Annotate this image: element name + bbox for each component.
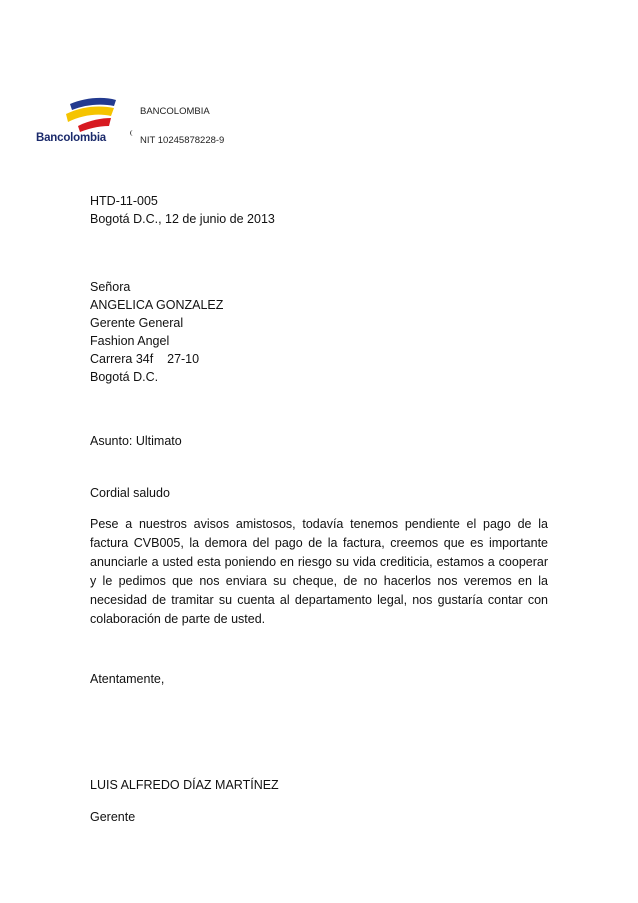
company-name: BANCOLOMBIA (140, 106, 210, 117)
reference-code: HTD-11-005 (90, 194, 158, 208)
closing: Atentamente, (90, 672, 165, 686)
letter-body: Pese a nuestros avisos amistosos, todavía tenemos pendiente el pago de la factura CVB005, la demora del pago de la factura, creemos que es importante anunciarle a usted esta poniendo en riesgo su vida crediticia, estamos a cooperar y le pedimos que nos enviara su cheque, de no hacerlos nos veremos en la necesidad de tramitar su cuenta al departamento legal, nos gustaría contar con colaboración de parte de usted. (90, 517, 548, 626)
signer-name: LUIS ALFREDO DÍAZ MARTÍNEZ (90, 778, 279, 792)
signer-title: Gerente (90, 810, 136, 824)
company-nit: NIT 10245878228-9 (140, 135, 225, 146)
greeting: Cordial saludo (90, 486, 170, 500)
header-bracket-mark (130, 130, 135, 136)
logo-wordmark: Bancolombia (36, 132, 107, 144)
recipient-address: Carrera 34f 27-10 (90, 352, 200, 366)
recipient-company: Fashion Angel (90, 334, 170, 348)
recipient-city: Bogotá D.C. (90, 370, 159, 384)
date-line: Bogotá D.C., 12 de junio de 2013 (90, 212, 275, 226)
recipient-name: ANGELICA GONZALEZ (90, 298, 224, 312)
subject-line: Asunto: Ultimato (90, 434, 182, 448)
bancolombia-logo-icon (64, 96, 124, 132)
bancolombia-logo (36, 96, 132, 158)
recipient-position: Gerente General (90, 316, 184, 330)
recipient-salutation: Señora (90, 280, 131, 294)
